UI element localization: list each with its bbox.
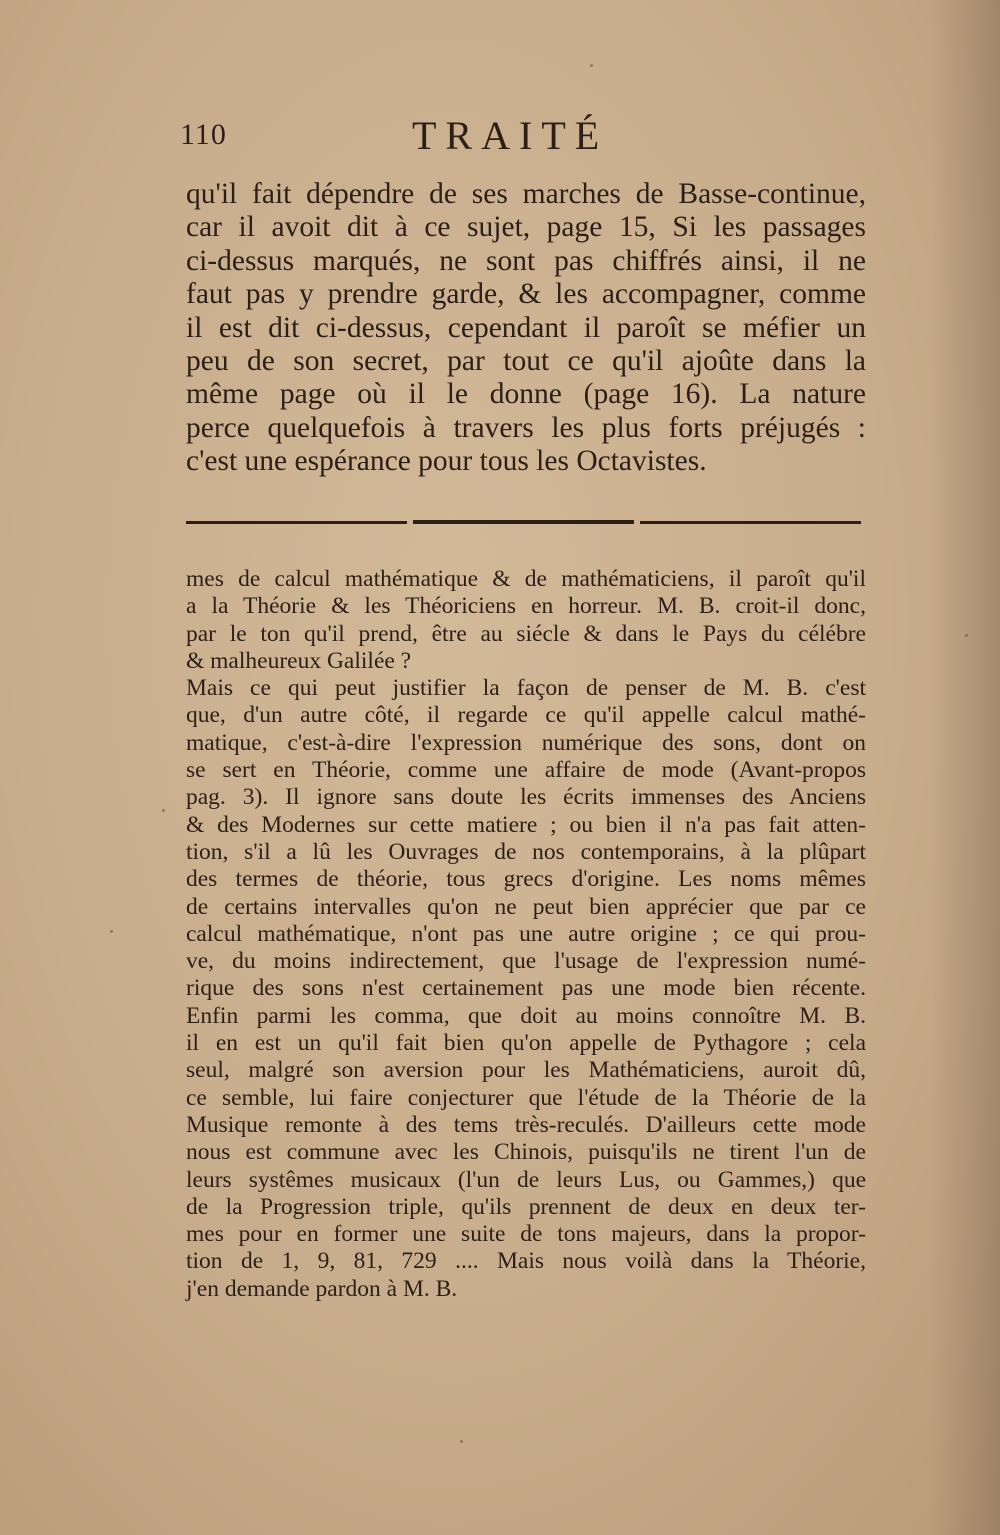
footnote-line: a la Théorie & les Théoriciens en horreur. M. B. croit-il donc, [186,593,866,620]
footnote-line: ce semble, lui faire conjecturer que l'étude de la Théorie de la [186,1084,866,1111]
footnote-line: il en est un qu'il fait bien qu'on appelle de Pythagore ; cela [186,1030,866,1057]
paper-speck [162,809,165,812]
main-text-line: c'est une espérance pour tous les Octavistes. [186,445,707,478]
footnote-line: & malheureux Galilée ? [186,647,412,674]
footnote-line: Enfin parmi les comma, que doit au moins connoître M. B. [186,1002,866,1029]
footnote-line: tion, s'il a lû les Ouvrages de nos contemporains, à la plûpart [186,838,866,865]
paper-speck [590,64,593,67]
rule-segment [640,521,861,524]
footnote-line: & des Modernes sur cette matiere ; ou bien il n'a pas fait atten- [186,811,866,838]
main-text-line: ci-dessus marqués, ne sont pas chiffrés ainsi, il ne [186,244,866,277]
footnote-line: calcul mathématique, n'ont pas une autre origine ; ce qui prou- [186,920,866,947]
footnote-line: nous est commune avec les Chinois, puisqu'ils ne tirent l'un de [186,1139,866,1166]
rule-segment [186,521,407,524]
footnote-line: mes pour en former une suite de tons majeurs, dans la propor- [186,1221,866,1248]
footnote-line: se sert en Théorie, comme une affaire de mode (Avant-propos [186,757,866,784]
footnote-separator-rule [186,520,861,526]
footnote-line: mes de calcul mathématique & de mathématiciens, il paroît qu'il [186,566,866,592]
main-text-line: il est dit ci-dessus, cependant il paroît se méfier un [186,311,866,344]
rule-segment [413,520,634,524]
paper-speck [460,1440,463,1443]
footnote-block [186,566,866,1303]
footnote-line: Mais ce qui peut justifier la façon de penser de M. B. c'est [186,675,866,702]
paper-speck [110,930,113,933]
footnote-line: j'en demande pardon à M. B. [186,1275,458,1302]
paper-speck [965,634,968,637]
footnote-line: matique, c'est-à-dire l'expression numérique des sons, dont on [186,729,866,756]
footnote-line: seul, malgré son aversion pour les Mathématiciens, auroit dû, [186,1057,866,1084]
footnote-line: que, d'un autre côté, il regarde ce qu'il appelle calcul mathé- [186,702,866,729]
footnote-line: leurs systêmes musicaux (l'un de leurs Lus, ou Gammes,) que [186,1166,866,1193]
main-text-line: même page où il le donne (page 16). La nature [186,378,866,411]
footnote-line: de la Progression triple, qu'ils prennent de deux en deux ter- [186,1193,866,1220]
main-text-line: qu'il fait dépendre de ses marches de Basse-continue, [186,178,866,210]
footnote-line: par le ton qu'il prend, être au siécle & dans le Pays du célébre [186,620,866,647]
main-text-line: perce quelquefois à travers les plus forts préjugés : [186,411,866,444]
footnote-line: rique des sons n'est certainement pas une mode bien récente. [186,975,866,1002]
footnote-line: de certains intervalles qu'on ne peut bien apprécier que par ce [186,893,866,920]
footnote-line: tion de 1, 9, 81, 729 .... Mais nous voilà dans la Théorie, [186,1248,866,1275]
footnote-line: ve, du moins indirectement, que l'usage de l'expression numé- [186,948,866,975]
footnote-line: des termes de théorie, tous grecs d'origine. Les noms mêmes [186,866,866,893]
page-number: 110 [180,118,227,151]
main-text-line: faut pas y prendre garde, & les accompagner, comme [186,278,866,311]
page-header [180,112,840,162]
main-text-block [186,178,866,479]
running-title: TRAITÉ [412,113,609,158]
main-text-line: peu de son secret, par tout ce qu'il ajoûte dans la [186,345,866,378]
footnote-line: pag. 3). Il ignore sans doute les écrits immenses des Anciens [186,784,866,811]
footnote-line: Musique remonte à des tems très-reculés. D'ailleurs cette mode [186,1111,866,1138]
page-edge-shadow [930,0,1000,1535]
main-text-line: car il avoit dit à ce sujet, page 15, Si les passages [186,211,866,244]
